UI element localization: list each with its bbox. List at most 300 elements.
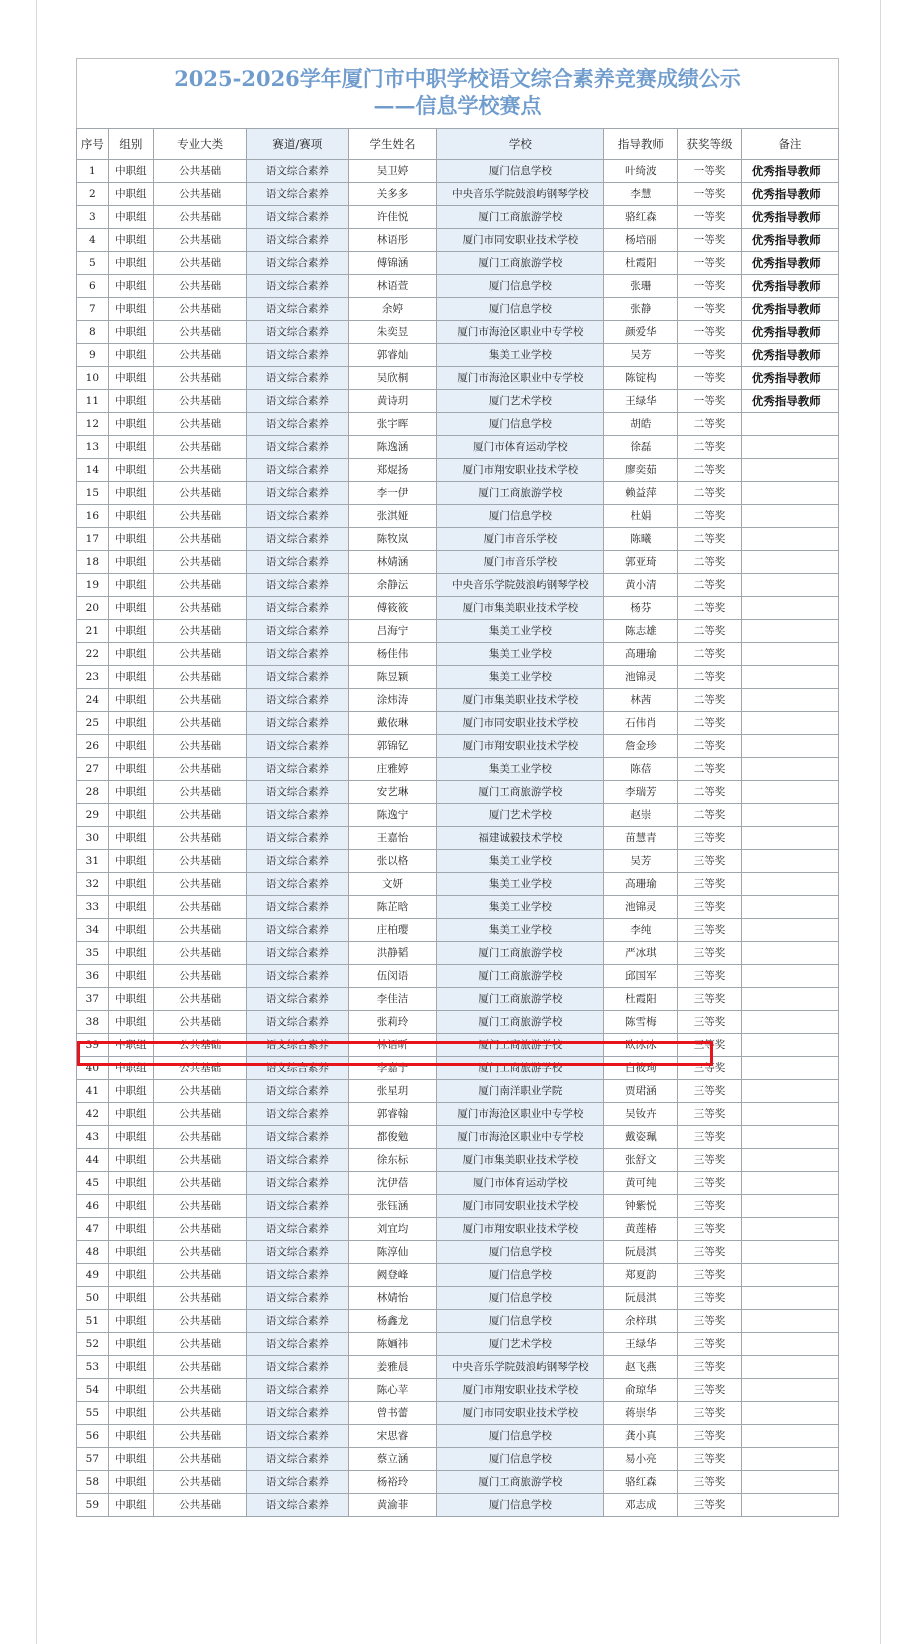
cell-track: 语文综合素养 [247, 1103, 348, 1126]
cell-teacher: 黄可纯 [604, 1172, 678, 1195]
cell-student: 郭锦钇 [348, 735, 437, 758]
cell-school: 厦门市翔安职业技术学校 [437, 1379, 604, 1402]
cell-track: 语文综合素养 [247, 344, 348, 367]
cell-track: 语文综合素养 [247, 275, 348, 298]
cell-track: 语文综合素养 [247, 597, 348, 620]
cell-student: 郭睿翰 [348, 1103, 437, 1126]
cell-award: 三等奖 [678, 942, 741, 965]
table-row [77, 413, 839, 436]
cell-teacher: 张舒文 [604, 1149, 678, 1172]
cell-award: 一等奖 [678, 275, 741, 298]
cell-track: 语文综合素养 [247, 850, 348, 873]
cell-group: 中职组 [108, 1471, 153, 1494]
cell-student: 林语萱 [348, 275, 437, 298]
cell-track: 语文综合素养 [247, 1402, 348, 1425]
cell-group: 中职组 [108, 1287, 153, 1310]
cell-teacher: 钟紫悦 [604, 1195, 678, 1218]
cell-note [741, 827, 838, 850]
cell-group: 中职组 [108, 344, 153, 367]
cell-teacher: 吴芳 [604, 344, 678, 367]
cell-index: 49 [77, 1264, 109, 1287]
cell-award: 三等奖 [678, 1057, 741, 1080]
cell-index: 3 [77, 206, 109, 229]
cell-track: 语文综合素养 [247, 896, 348, 919]
cell-student: 朱奕昱 [348, 321, 437, 344]
cell-award: 一等奖 [678, 367, 741, 390]
cell-note [741, 1057, 838, 1080]
cell-school: 厦门信息学校 [437, 275, 604, 298]
cell-group: 中职组 [108, 482, 153, 505]
cell-note [741, 1241, 838, 1264]
cell-school: 厦门工商旅游学校 [437, 206, 604, 229]
cell-major: 公共基础 [154, 505, 247, 528]
cell-index: 53 [77, 1356, 109, 1379]
table-row [77, 367, 839, 390]
cell-teacher: 白筱珣 [604, 1057, 678, 1080]
cell-index: 18 [77, 551, 109, 574]
cell-track: 语文综合素养 [247, 413, 348, 436]
cell-student: 姜雅晨 [348, 1356, 437, 1379]
cell-major: 公共基础 [154, 873, 247, 896]
cell-index: 46 [77, 1195, 109, 1218]
cell-award: 二等奖 [678, 666, 741, 689]
cell-award: 三等奖 [678, 1448, 741, 1471]
cell-teacher: 胡皓 [604, 413, 678, 436]
cell-note [741, 735, 838, 758]
cell-student: 林语昕 [348, 1034, 437, 1057]
cell-teacher: 陈曦 [604, 528, 678, 551]
cell-award: 二等奖 [678, 781, 741, 804]
table-header-row [77, 129, 839, 160]
cell-award: 一等奖 [678, 321, 741, 344]
cell-award: 二等奖 [678, 689, 741, 712]
cell-note [741, 919, 838, 942]
cell-group: 中职组 [108, 298, 153, 321]
cell-school: 厦门市海沧区职业中专学校 [437, 1103, 604, 1126]
cell-note: 优秀指导教师 [741, 390, 838, 413]
cell-major: 公共基础 [154, 1310, 247, 1333]
cell-major: 公共基础 [154, 1356, 247, 1379]
cell-student: 阙登峰 [348, 1264, 437, 1287]
table-row [77, 666, 839, 689]
cell-group: 中职组 [108, 1425, 153, 1448]
cell-track: 语文综合素养 [247, 160, 348, 183]
cell-note [741, 758, 838, 781]
cell-major: 公共基础 [154, 1011, 247, 1034]
cell-major: 公共基础 [154, 229, 247, 252]
title-line-2: ——信息学校赛点 [373, 93, 542, 118]
cell-student: 杨鑫龙 [348, 1310, 437, 1333]
cell-note: 优秀指导教师 [741, 229, 838, 252]
cell-teacher: 骆红森 [604, 1471, 678, 1494]
cell-teacher: 叶绮波 [604, 160, 678, 183]
table-row [77, 1103, 839, 1126]
page-edge-right [880, 0, 881, 1644]
cell-school: 集美工业学校 [437, 896, 604, 919]
cell-note: 优秀指导教师 [741, 367, 838, 390]
cell-school: 厦门艺术学校 [437, 390, 604, 413]
cell-index: 27 [77, 758, 109, 781]
cell-school: 中央音乐学院鼓浪屿钢琴学校 [437, 574, 604, 597]
cell-track: 语文综合素养 [247, 1425, 348, 1448]
cell-award: 一等奖 [678, 390, 741, 413]
cell-school: 厦门市同安职业技术学校 [437, 712, 604, 735]
cell-track: 语文综合素养 [247, 1011, 348, 1034]
cell-student: 许佳悦 [348, 206, 437, 229]
cell-major: 公共基础 [154, 1287, 247, 1310]
table-body [77, 160, 839, 1517]
cell-school: 厦门市集美职业技术学校 [437, 597, 604, 620]
cell-major: 公共基础 [154, 1149, 247, 1172]
cell-group: 中职组 [108, 1264, 153, 1287]
cell-major: 公共基础 [154, 321, 247, 344]
col-header-index: 序号 [77, 129, 109, 160]
cell-major: 公共基础 [154, 735, 247, 758]
col-header-teacher: 指导教师 [604, 129, 678, 160]
cell-index: 29 [77, 804, 109, 827]
cell-award: 一等奖 [678, 298, 741, 321]
cell-school: 厦门市海沧区职业中专学校 [437, 1126, 604, 1149]
cell-major: 公共基础 [154, 1402, 247, 1425]
cell-award: 三等奖 [678, 1034, 741, 1057]
cell-school: 厦门信息学校 [437, 1425, 604, 1448]
cell-note: 优秀指导教师 [741, 344, 838, 367]
cell-index: 19 [77, 574, 109, 597]
cell-school: 集美工业学校 [437, 758, 604, 781]
cell-student: 林语彤 [348, 229, 437, 252]
cell-major: 公共基础 [154, 1034, 247, 1057]
cell-note [741, 1103, 838, 1126]
cell-track: 语文综合素养 [247, 1448, 348, 1471]
cell-index: 2 [77, 183, 109, 206]
cell-note: 优秀指导教师 [741, 206, 838, 229]
cell-track: 语文综合素养 [247, 919, 348, 942]
cell-major: 公共基础 [154, 620, 247, 643]
cell-group: 中职组 [108, 781, 153, 804]
cell-award: 一等奖 [678, 206, 741, 229]
cell-group: 中职组 [108, 1011, 153, 1034]
cell-student: 陈逸宁 [348, 804, 437, 827]
table-row [77, 1172, 839, 1195]
cell-award: 三等奖 [678, 1494, 741, 1517]
cell-teacher: 陈志雄 [604, 620, 678, 643]
cell-award: 三等奖 [678, 965, 741, 988]
cell-student: 文妍 [348, 873, 437, 896]
cell-teacher: 龚小真 [604, 1425, 678, 1448]
cell-teacher: 吴钕卉 [604, 1103, 678, 1126]
cell-student: 傅筱筱 [348, 597, 437, 620]
cell-group: 中职组 [108, 1034, 153, 1057]
cell-teacher: 高珊瑜 [604, 873, 678, 896]
cell-note: 优秀指导教师 [741, 183, 838, 206]
table-row [77, 896, 839, 919]
cell-teacher: 李瑞芳 [604, 781, 678, 804]
cell-group: 中职组 [108, 1494, 153, 1517]
cell-group: 中职组 [108, 206, 153, 229]
cell-group: 中职组 [108, 1402, 153, 1425]
cell-index: 37 [77, 988, 109, 1011]
cell-student: 吕海宁 [348, 620, 437, 643]
cell-track: 语文综合素养 [247, 1287, 348, 1310]
cell-note [741, 1448, 838, 1471]
cell-school: 厦门市海沧区职业中专学校 [437, 321, 604, 344]
table-row [77, 1379, 839, 1402]
cell-teacher: 易小亮 [604, 1448, 678, 1471]
cell-student: 陈淳仙 [348, 1241, 437, 1264]
cell-note [741, 1494, 838, 1517]
cell-note [741, 1333, 838, 1356]
cell-student: 郑焜扬 [348, 459, 437, 482]
cell-note [741, 1379, 838, 1402]
cell-school: 集美工业学校 [437, 850, 604, 873]
cell-award: 三等奖 [678, 1172, 741, 1195]
cell-teacher: 黄小清 [604, 574, 678, 597]
cell-group: 中职组 [108, 252, 153, 275]
cell-student: 吴欣桐 [348, 367, 437, 390]
cell-index: 24 [77, 689, 109, 712]
cell-teacher: 赖益萍 [604, 482, 678, 505]
cell-teacher: 池锦灵 [604, 896, 678, 919]
cell-school: 厦门市海沧区职业中专学校 [437, 367, 604, 390]
cell-track: 语文综合素养 [247, 827, 348, 850]
cell-index: 47 [77, 1218, 109, 1241]
table-row [77, 804, 839, 827]
cell-index: 21 [77, 620, 109, 643]
cell-major: 公共基础 [154, 1448, 247, 1471]
cell-note [741, 1149, 838, 1172]
cell-student: 余静沄 [348, 574, 437, 597]
cell-index: 50 [77, 1287, 109, 1310]
cell-major: 公共基础 [154, 1080, 247, 1103]
table-row [77, 942, 839, 965]
cell-index: 51 [77, 1310, 109, 1333]
cell-award: 三等奖 [678, 1471, 741, 1494]
cell-student: 李佳洁 [348, 988, 437, 1011]
cell-group: 中职组 [108, 229, 153, 252]
table-row [77, 298, 839, 321]
cell-track: 语文综合素养 [247, 965, 348, 988]
cell-group: 中职组 [108, 528, 153, 551]
cell-school: 厦门市音乐学校 [437, 528, 604, 551]
cell-note [741, 482, 838, 505]
cell-award: 三等奖 [678, 919, 741, 942]
cell-track: 语文综合素养 [247, 942, 348, 965]
cell-track: 语文综合素养 [247, 229, 348, 252]
cell-teacher: 蒋崇华 [604, 1402, 678, 1425]
cell-teacher: 阮晨淇 [604, 1241, 678, 1264]
cell-note [741, 1080, 838, 1103]
cell-teacher: 欧冰冰 [604, 1034, 678, 1057]
cell-index: 10 [77, 367, 109, 390]
cell-award: 一等奖 [678, 183, 741, 206]
cell-track: 语文综合素养 [247, 252, 348, 275]
table-row [77, 1425, 839, 1448]
cell-index: 52 [77, 1333, 109, 1356]
table-row [77, 1218, 839, 1241]
cell-track: 语文综合素养 [247, 988, 348, 1011]
cell-teacher: 张珊 [604, 275, 678, 298]
cell-award: 三等奖 [678, 1356, 741, 1379]
cell-award: 二等奖 [678, 804, 741, 827]
cell-track: 语文综合素养 [247, 298, 348, 321]
cell-major: 公共基础 [154, 1425, 247, 1448]
table-row [77, 1287, 839, 1310]
cell-award: 三等奖 [678, 1333, 741, 1356]
cell-note [741, 1356, 838, 1379]
cell-group: 中职组 [108, 1126, 153, 1149]
cell-note [741, 1287, 838, 1310]
cell-teacher: 杨培丽 [604, 229, 678, 252]
cell-track: 语文综合素养 [247, 1494, 348, 1517]
table-row [77, 482, 839, 505]
cell-student: 傅锦涵 [348, 252, 437, 275]
cell-award: 二等奖 [678, 436, 741, 459]
cell-award: 三等奖 [678, 1402, 741, 1425]
cell-school: 厦门信息学校 [437, 1287, 604, 1310]
cell-award: 二等奖 [678, 482, 741, 505]
cell-school: 集美工业学校 [437, 873, 604, 896]
cell-note [741, 1218, 838, 1241]
cell-group: 中职组 [108, 896, 153, 919]
cell-school: 厦门信息学校 [437, 413, 604, 436]
cell-major: 公共基础 [154, 344, 247, 367]
cell-school: 厦门市翔安职业技术学校 [437, 459, 604, 482]
cell-teacher: 王绿华 [604, 1333, 678, 1356]
page-edge-left [36, 0, 37, 1644]
cell-school: 厦门工商旅游学校 [437, 1011, 604, 1034]
cell-track: 语文综合素养 [247, 735, 348, 758]
cell-student: 伍闵语 [348, 965, 437, 988]
cell-major: 公共基础 [154, 574, 247, 597]
cell-school: 厦门信息学校 [437, 1494, 604, 1517]
cell-teacher: 余梓琪 [604, 1310, 678, 1333]
table-row [77, 1264, 839, 1287]
cell-track: 语文综合素养 [247, 643, 348, 666]
cell-teacher: 赵飞燕 [604, 1356, 678, 1379]
cell-teacher: 杜霞阳 [604, 988, 678, 1011]
col-header-major: 专业大类 [154, 129, 247, 160]
cell-award: 二等奖 [678, 620, 741, 643]
cell-major: 公共基础 [154, 1241, 247, 1264]
cell-student: 庄柏璎 [348, 919, 437, 942]
cell-group: 中职组 [108, 1333, 153, 1356]
cell-note [741, 1034, 838, 1057]
cell-note [741, 896, 838, 919]
cell-index: 26 [77, 735, 109, 758]
cell-award: 二等奖 [678, 528, 741, 551]
table-row [77, 873, 839, 896]
table-row [77, 758, 839, 781]
cell-school: 厦门信息学校 [437, 505, 604, 528]
cell-school: 中央音乐学院鼓浪屿钢琴学校 [437, 183, 604, 206]
cell-teacher: 俞琼华 [604, 1379, 678, 1402]
cell-school: 厦门工商旅游学校 [437, 1057, 604, 1080]
cell-award: 二等奖 [678, 551, 741, 574]
cell-note [741, 850, 838, 873]
cell-group: 中职组 [108, 1103, 153, 1126]
cell-student: 陈芷晗 [348, 896, 437, 919]
cell-group: 中职组 [108, 666, 153, 689]
cell-index: 12 [77, 413, 109, 436]
cell-student: 张以格 [348, 850, 437, 873]
table-row [77, 919, 839, 942]
cell-teacher: 骆红森 [604, 206, 678, 229]
cell-index: 20 [77, 597, 109, 620]
cell-note [741, 1471, 838, 1494]
cell-school: 厦门信息学校 [437, 1448, 604, 1471]
cell-major: 公共基础 [154, 896, 247, 919]
cell-note [741, 965, 838, 988]
cell-group: 中职组 [108, 574, 153, 597]
cell-student: 陈婳祎 [348, 1333, 437, 1356]
cell-major: 公共基础 [154, 827, 247, 850]
table-row [77, 275, 839, 298]
table-row [77, 689, 839, 712]
cell-note [741, 1172, 838, 1195]
cell-teacher: 池锦灵 [604, 666, 678, 689]
table-row [77, 1149, 839, 1172]
cell-teacher: 王绿华 [604, 390, 678, 413]
cell-award: 二等奖 [678, 735, 741, 758]
table-row [77, 505, 839, 528]
cell-major: 公共基础 [154, 459, 247, 482]
cell-teacher: 杜娟 [604, 505, 678, 528]
cell-student: 戴依琳 [348, 712, 437, 735]
cell-school: 厦门工商旅游学校 [437, 1471, 604, 1494]
cell-school: 厦门市翔安职业技术学校 [437, 1218, 604, 1241]
cell-group: 中职组 [108, 1218, 153, 1241]
cell-track: 语文综合素养 [247, 206, 348, 229]
cell-major: 公共基础 [154, 666, 247, 689]
cell-school: 厦门市同安职业技术学校 [437, 1195, 604, 1218]
cell-note: 优秀指导教师 [741, 252, 838, 275]
cell-index: 14 [77, 459, 109, 482]
cell-student: 张星玥 [348, 1080, 437, 1103]
cell-award: 二等奖 [678, 459, 741, 482]
cell-major: 公共基础 [154, 597, 247, 620]
cell-teacher: 严冰琪 [604, 942, 678, 965]
cell-teacher: 徐磊 [604, 436, 678, 459]
cell-school: 厦门南洋职业学院 [437, 1080, 604, 1103]
cell-award: 三等奖 [678, 1241, 741, 1264]
cell-track: 语文综合素养 [247, 1356, 348, 1379]
cell-award: 一等奖 [678, 252, 741, 275]
cell-school: 厦门市体育运动学校 [437, 1172, 604, 1195]
cell-track: 语文综合素养 [247, 1126, 348, 1149]
cell-award: 二等奖 [678, 643, 741, 666]
cell-school: 厦门艺术学校 [437, 1333, 604, 1356]
col-header-school: 学校 [437, 129, 604, 160]
cell-note [741, 597, 838, 620]
cell-student: 庄雅婷 [348, 758, 437, 781]
cell-track: 语文综合素养 [247, 1195, 348, 1218]
cell-award: 三等奖 [678, 850, 741, 873]
cell-student: 林婧涵 [348, 551, 437, 574]
cell-teacher: 郭亚琦 [604, 551, 678, 574]
cell-teacher: 詹金珍 [604, 735, 678, 758]
cell-index: 31 [77, 850, 109, 873]
cell-teacher: 戴姿珮 [604, 1126, 678, 1149]
cell-group: 中职组 [108, 804, 153, 827]
cell-index: 28 [77, 781, 109, 804]
cell-student: 杨佳伟 [348, 643, 437, 666]
cell-note [741, 1126, 838, 1149]
cell-group: 中职组 [108, 551, 153, 574]
cell-note [741, 574, 838, 597]
table-row [77, 1494, 839, 1517]
cell-track: 语文综合素养 [247, 758, 348, 781]
cell-teacher: 颜爱华 [604, 321, 678, 344]
